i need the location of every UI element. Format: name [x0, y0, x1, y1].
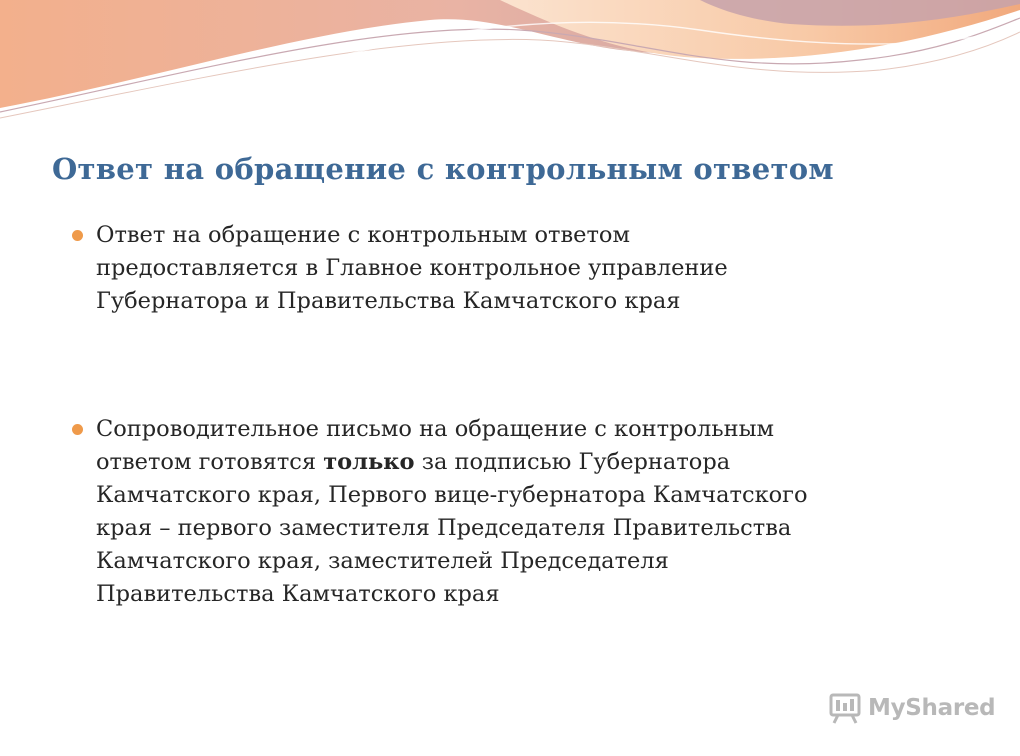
emphasis-only: только	[323, 449, 415, 475]
watermark-text: MyShared	[868, 695, 996, 721]
bullet-2-line-1: Сопроводительное письмо на обращение с контрольным	[96, 416, 774, 442]
bullet-2-text: ответом готовятся	[96, 449, 324, 475]
header-wave-decoration	[0, 0, 1020, 140]
bullet-2-line-6: Правительства Камчатского края	[96, 581, 500, 607]
bullet-2-text: за подписью Губернатора	[414, 449, 731, 475]
bullet-dot-icon	[72, 424, 83, 435]
presentation-board-icon	[828, 691, 862, 725]
bullet-2-line-4: края – первого заместителя Председателя Правительства	[96, 515, 792, 541]
bullet-2-line-5: Камчатского края, заместителей Председателя	[96, 548, 669, 574]
bullet-item-2	[96, 413, 996, 611]
bullet-2-line-2	[96, 446, 996, 479]
bullet-1-line-1: Ответ на обращение с контрольным ответом	[96, 222, 630, 248]
bullet-1-line-3: Губернатора и Правительства Камчатского края	[96, 288, 681, 314]
bullet-2-line-3: Камчатского края, Первого вице-губернатора Камчатского	[96, 482, 808, 508]
bullet-item-1	[96, 219, 996, 318]
bullet-1-line-2: предоставляется в Главное контрольное управление	[96, 255, 728, 281]
bullet-dot-icon	[72, 230, 83, 241]
watermark-logo	[828, 690, 995, 726]
slide-title: Ответ на обращение с контрольным ответом	[52, 152, 834, 186]
